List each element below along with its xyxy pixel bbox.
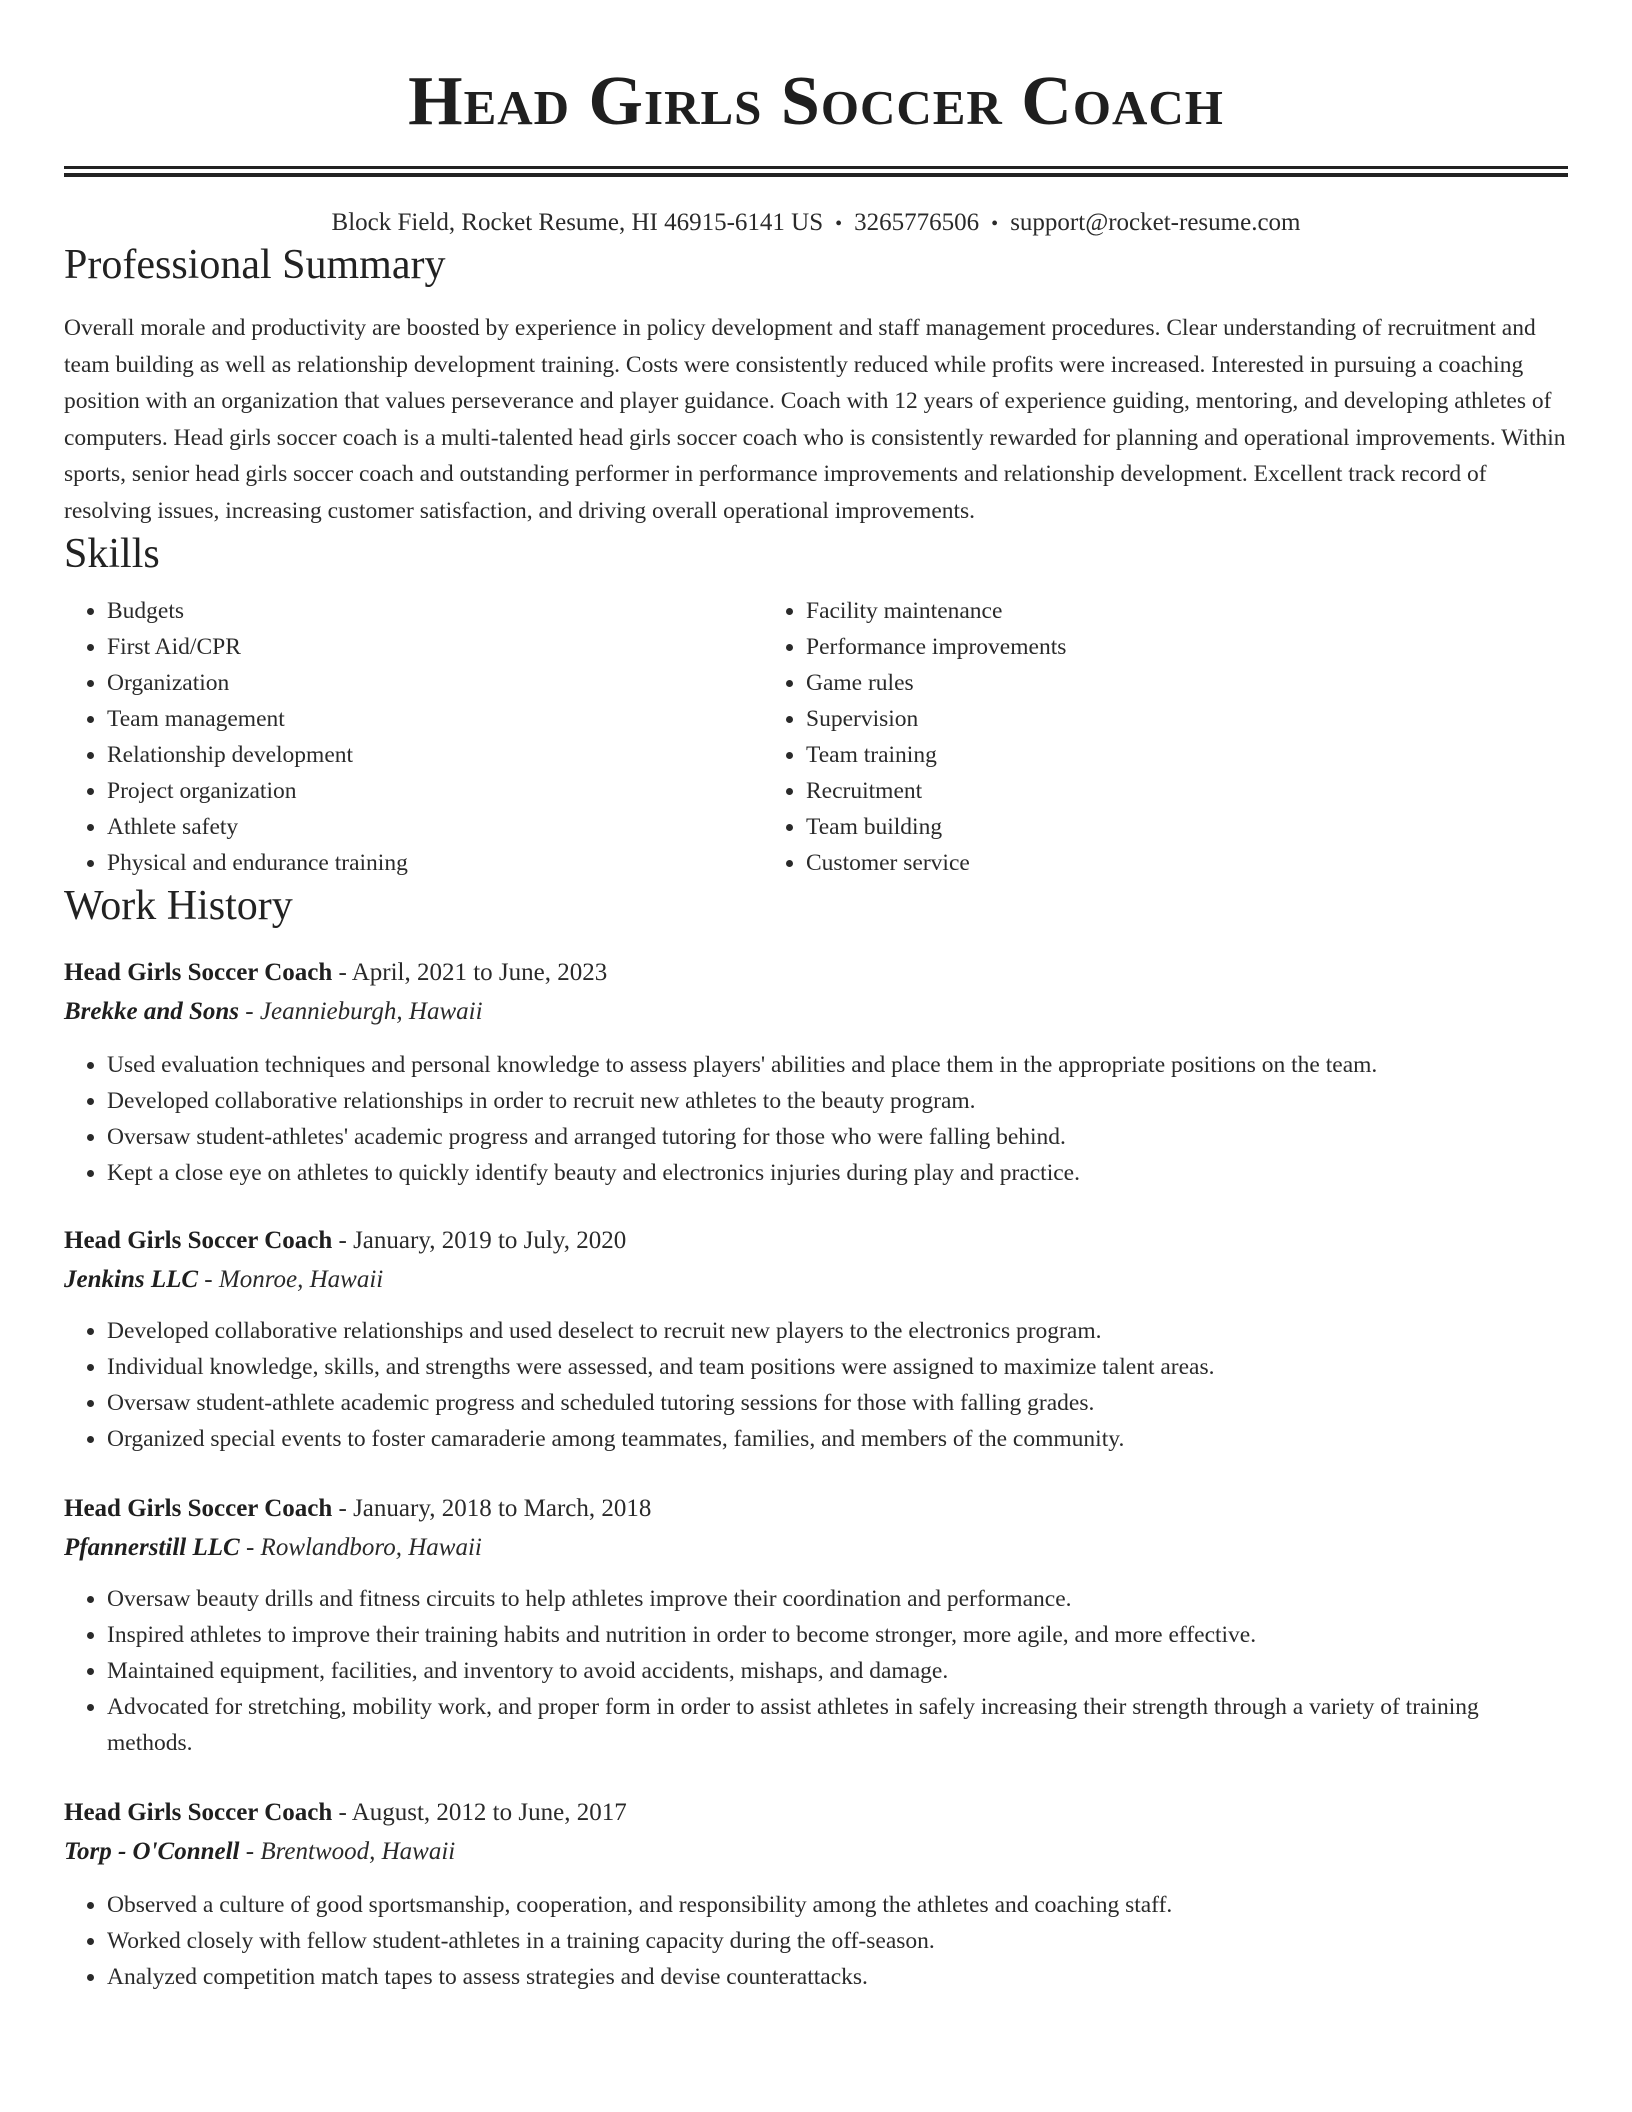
job-bullet: • Developed collaborative relationships and used deselect to recruit new players to the electronics program.: [107, 1313, 1568, 1349]
job-company-line: [64, 992, 1568, 1031]
skills-heading: Skills: [64, 531, 160, 577]
job-bullet: • Worked closely with fellow student-athletes in a training capacity during the off-season.: [107, 1923, 1568, 1959]
contact-email: support@rocket-resume.com: [1010, 209, 1301, 236]
job-bullet: • Kept a close eye on athletes to quickly identify beauty and electronics injuries during play and practice.: [107, 1155, 1568, 1191]
skill-item: • Team management: [107, 701, 763, 737]
summary-heading: Professional Summary: [64, 242, 446, 288]
job-entry: [64, 953, 1568, 1191]
header-rule-top: [64, 166, 1568, 169]
skills-list-right: [763, 593, 1568, 881]
skill-item: • Performance improvements: [806, 629, 1568, 665]
job-bullet: • Developed collaborative relationships in order to recruit new athletes to the beauty program.: [107, 1083, 1568, 1119]
job-bullets: [64, 1887, 1568, 1995]
job-dates: - August, 2012 to June, 2017: [332, 1799, 627, 1826]
job-bullet: • Advocated for stretching, mobility work, and proper form in order to assist athletes in safely increasing their strength through a variety of training methods.: [107, 1689, 1568, 1761]
resume-name-heading: Head Girls Soccer Coach: [408, 63, 1224, 140]
skill-item: • Facility maintenance: [806, 593, 1568, 629]
job-entry: [64, 1489, 1568, 1761]
skill-item: • Team building: [806, 809, 1568, 845]
contact-address: Block Field, Rocket Resume, HI 46915-6141 US: [331, 209, 824, 236]
contact-phone: 3265776506: [854, 209, 980, 236]
job-bullet: • Maintained equipment, facilities, and inventory to avoid accidents, mishaps, and damage.: [107, 1653, 1568, 1689]
job-role: Head Girls Soccer Coach: [64, 959, 333, 986]
skill-item: • Physical and endurance training: [107, 845, 763, 881]
job-company: Brekke and Sons: [64, 998, 240, 1025]
skill-item: • Budgets: [107, 593, 763, 629]
skill-item: • Relationship development: [107, 737, 763, 773]
skill-item: • Project organization: [107, 773, 763, 809]
job-title-line: [64, 1221, 1568, 1260]
job-company: Pfannerstill LLC: [64, 1534, 240, 1561]
job-bullets: [64, 1313, 1568, 1457]
skill-item: • Recruitment: [806, 773, 1568, 809]
skill-item: • Organization: [107, 665, 763, 701]
job-role: Head Girls Soccer Coach: [64, 1799, 333, 1826]
skill-item: • Customer service: [806, 845, 1568, 881]
job-company: Jenkins LLC: [64, 1266, 199, 1293]
job-bullet: • Used evaluation techniques and personal knowledge to assess players' abilities and place them in the appropriate positions on the team.: [107, 1047, 1568, 1083]
job-bullet: • Oversaw student-athlete academic progress and scheduled tutoring sessions for those with falling grades.: [107, 1385, 1568, 1421]
job-entry: [64, 1793, 1568, 1995]
job-location: - Monroe, Hawaii: [198, 1266, 384, 1293]
job-company-line: [64, 1528, 1568, 1567]
job-dates: - January, 2019 to July, 2020: [332, 1227, 627, 1254]
job-dates: - April, 2021 to June, 2023: [332, 959, 608, 986]
skill-item: • Supervision: [806, 701, 1568, 737]
job-company: Torp - O'Connell: [64, 1838, 240, 1865]
job-bullet: • Organized special events to foster camaraderie among teammates, families, and members of the community.: [107, 1421, 1568, 1457]
contact-separator: •: [835, 213, 843, 235]
contact-separator: •: [991, 213, 999, 235]
job-bullets: [64, 1047, 1568, 1191]
job-bullets: [64, 1581, 1568, 1761]
job-bullet: • Inspired athletes to improve their training habits and nutrition in order to become stronger, more agile, and more effective.: [107, 1617, 1568, 1653]
skill-item: • Game rules: [806, 665, 1568, 701]
skill-item: • First Aid/CPR: [107, 629, 763, 665]
skills-list-left: [64, 593, 763, 881]
job-role: Head Girls Soccer Coach: [64, 1227, 333, 1254]
work-history-heading: Work History: [64, 883, 293, 929]
summary-text: Overall morale and productivity are boosted by experience in policy development and staff management procedures. Clear understanding of recruitment and team building as well as relationship development training. Costs were consistently reduced while profits were increased. Interested in pursuing a coaching position with an organization that values perseverance and player guidance. Coach with 12 years of experience guiding, mentoring, and developing athletes of computers. Head girls soccer coach is a multi-talented head girls soccer coach who is consistently rewarded for planning and operational improvements. Within sports, senior head girls soccer coach and outstanding performer in performance improvements and relationship development. Excellent track record of resolving issues, increasing customer satisfaction, and driving overall operational improvements.: [64, 315, 1566, 524]
job-bullet: • Individual knowledge, skills, and strengths were assessed, and team positions were assigned to maximize talent areas.: [107, 1349, 1568, 1385]
contact-line: [64, 207, 1568, 240]
job-bullet: • Analyzed competition match tapes to assess strategies and devise counterattacks.: [107, 1959, 1568, 1995]
skills-columns: [64, 593, 1568, 881]
resume-page: [64, 0, 1568, 1995]
skill-item: • Team training: [806, 737, 1568, 773]
job-location: - Jeannieburgh, Hawaii: [239, 998, 483, 1025]
job-title-line: [64, 1793, 1568, 1832]
job-bullet: • Oversaw beauty drills and fitness circuits to help athletes improve their coordination and performance.: [107, 1581, 1568, 1617]
job-title-line: [64, 1489, 1568, 1528]
job-bullet: • Observed a culture of good sportsmanship, cooperation, and responsibility among the athletes and coaching staff.: [107, 1887, 1568, 1923]
job-company-line: [64, 1832, 1568, 1871]
job-company-line: [64, 1260, 1568, 1299]
job-location: - Brentwood, Hawaii: [239, 1838, 456, 1865]
job-dates: - January, 2018 to March, 2018: [332, 1495, 652, 1522]
job-title-line: [64, 953, 1568, 992]
job-bullet: • Oversaw student-athletes' academic progress and arranged tutoring for those who were falling behind.: [107, 1119, 1568, 1155]
skill-item: • Athlete safety: [107, 809, 763, 845]
job-entry: [64, 1221, 1568, 1457]
job-location: - Rowlandboro, Hawaii: [239, 1534, 482, 1561]
header-rule-bottom: [64, 173, 1568, 177]
job-role: Head Girls Soccer Coach: [64, 1495, 333, 1522]
